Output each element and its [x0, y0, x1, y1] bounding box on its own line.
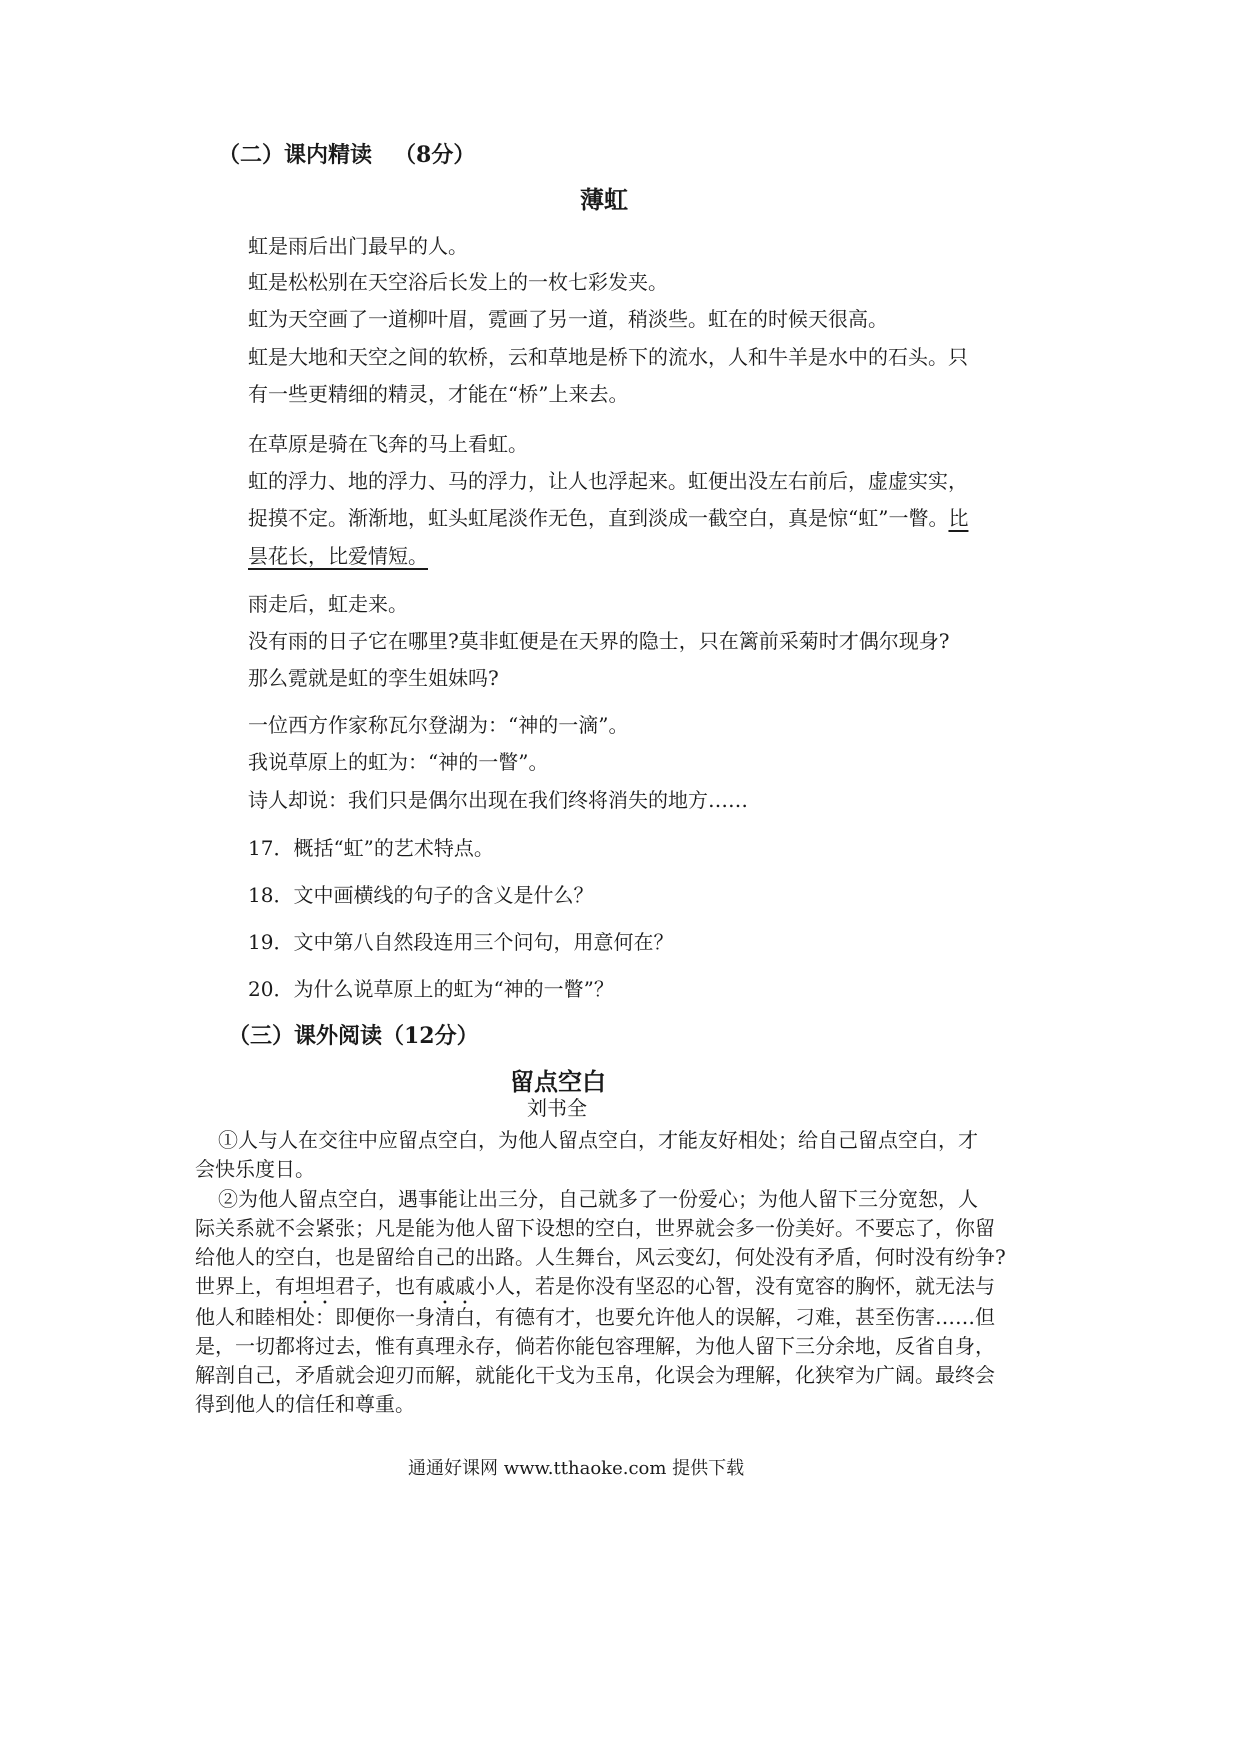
poem-line: 有一些更精细的精灵，才能在“桥”上来去。 [248, 382, 629, 406]
essay-line: 解剖自己，矛盾就会迎刃而解，就能化干戈为玉帛，化误会为理解，化狭窄为广阔。最终会 [195, 1363, 995, 1387]
poem-line: 一位西方作家称瓦尔登湖为：“神的一滴”。 [248, 713, 629, 737]
question-17: 17．概括“虹”的艺术特点。 [248, 836, 494, 860]
poem-line: 虹是雨后出门最早的人。 [248, 234, 468, 258]
essay-line: 他人和睦相处：即便你一身清白，有德有才，也要允许他人的误解，刁难，甚至伤害……但 [195, 1305, 995, 1329]
poem-line-text: 捉摸不定。渐渐地，虹头虹尾淡作无色，直到淡成一截空白，真是惊“虹”一瞥。 [248, 506, 949, 530]
essay-line-text: 小人，若是你没有坚忍的心智，没有宽容的胸怀，就无法与 [475, 1274, 995, 1298]
essay-line: 是，一切都将过去，惟有真理永存，倘若你能包容理解，为他人留下三分余地，反省自身， [195, 1334, 995, 1358]
poem-line: 在草原是骑在飞奔的马上看虹。 [248, 432, 528, 456]
essay-line: ②为他人留点空白，遇事能让出三分，自己就多了一份爱心；为他人留下三分宽恕，人 [218, 1187, 978, 1211]
essay-title: 留点空白 [510, 1067, 606, 1096]
section-2-score: （8分） [394, 142, 476, 168]
poem-line: 虹的浮力、地的浮力、马的浮力，让人也浮起来。虹便出没左右前后，虚虚实实， [248, 469, 968, 493]
poem-line: 诗人却说：我们只是偶尔出现在我们终将消失的地方…… [248, 788, 748, 812]
section-3-title: （三）课外阅读（12分） [228, 1023, 479, 1049]
poem-line: 那么霓就是虹的孪生姐妹吗? [248, 666, 499, 690]
poem-line: 雨走后，虹走来。 [248, 592, 408, 616]
section-2-title: （二）课内精读 [218, 142, 373, 168]
section-2-heading [218, 138, 475, 169]
question-18: 18．文中画横线的句子的含义是什么？ [248, 883, 594, 907]
essay-line: 会快乐度日。 [195, 1157, 315, 1181]
essay-line-text: 世界上，有 [195, 1274, 295, 1298]
question-19: 19．文中第八自然段连用三个问句，用意何在？ [248, 930, 674, 954]
essay-line-text: 君子，也有 [335, 1274, 435, 1298]
poem-line: 我说草原上的虹为：“神的一瞥”。 [248, 750, 549, 774]
essay-line: 得到他人的信任和尊重。 [195, 1392, 415, 1416]
underlined-sentence: 昙花长，比爱情短。 [248, 544, 428, 568]
essay-line: 给他人的空白，也是留给自己的出路。人生舞台，风云变幻，何处没有矛盾，何时没有纷争? [195, 1245, 1006, 1269]
footer: 通通好课网 www.tthaoke.com 提供下载 [408, 1458, 745, 1479]
poem-line [248, 502, 968, 531]
essay-line: ①人与人在交往中应留点空白，为他人留点空白，才能友好相处；给自己留点空白，才 [218, 1128, 978, 1152]
essay-author: 刘书全 [527, 1096, 587, 1120]
dotted-word: 戚戚 [435, 1274, 475, 1298]
question-20: 20．为什么说草原上的虹为“神的一瞥”？ [248, 977, 614, 1001]
essay-line: 际关系就不会紧张；凡是能为他人留下设想的空白，世界就会多一份美好。不要忘了，你留 [195, 1216, 995, 1240]
dotted-word: 坦坦 [295, 1274, 335, 1298]
poem-title: 薄虹 [580, 185, 628, 214]
underlined-sentence-start: 比 [948, 506, 969, 530]
poem-line: 虹为天空画了一道柳叶眉，霓画了另一道，稍淡些。虹在的时候天很高。 [248, 307, 888, 331]
poem-line: 虹是大地和天空之间的软桥，云和草地是桥下的流水，人和牛羊是水中的石头。只 [248, 345, 968, 369]
poem-line: 虹是松松别在天空浴后长发上的一枚七彩发夹。 [248, 270, 668, 294]
poem-line: 没有雨的日子它在哪里?莫非虹便是在天界的隐士，只在篱前采菊时才偶尔现身? [248, 629, 950, 653]
